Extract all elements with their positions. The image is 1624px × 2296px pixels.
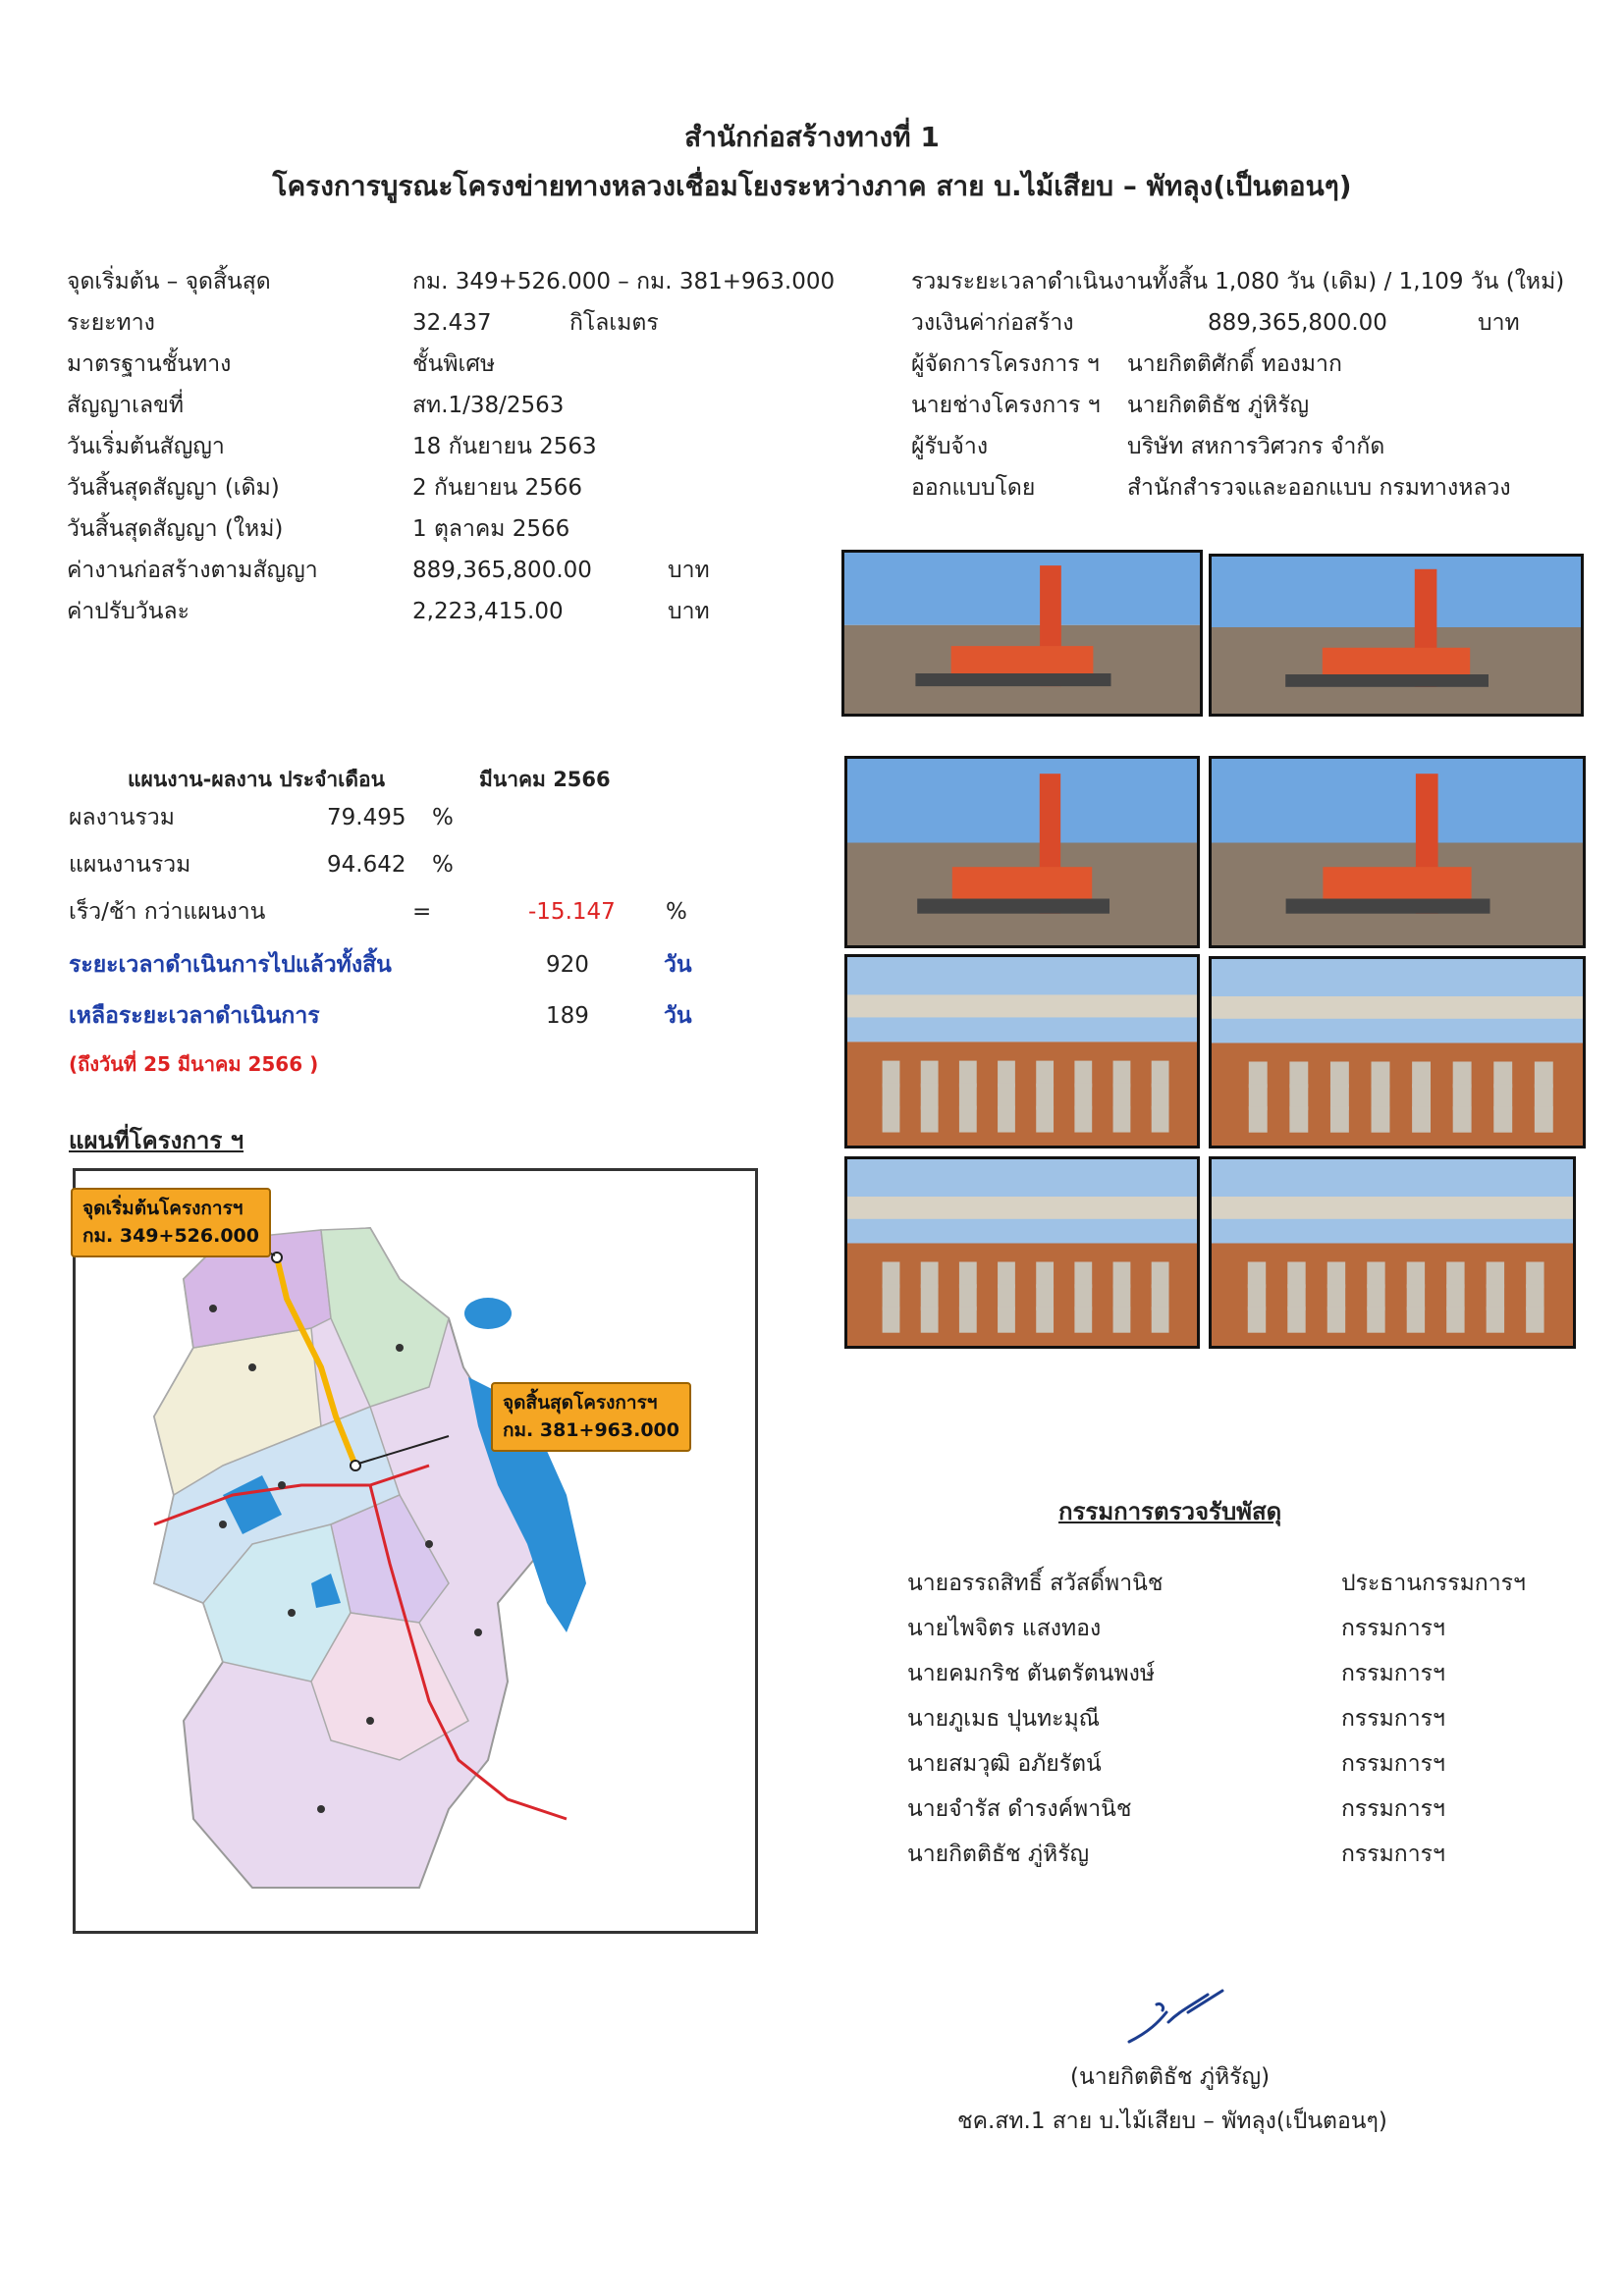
progress-heading: แผนงาน-ผลงาน ประจำเดือน	[128, 768, 385, 791]
signature-mark	[1119, 1983, 1237, 2052]
plan-unit: %	[432, 852, 454, 878]
site-photo-5	[844, 954, 1200, 1148]
start-callout-line2: กม. 349+526.000	[82, 1224, 259, 1247]
elapsed-value: 920	[546, 952, 589, 978]
right-info-label: นายช่างโครงการ ฯ	[911, 393, 1101, 418]
left-info-value: 889,365,800.00	[412, 558, 592, 583]
elapsed-label: ระยะเวลาดำเนินการไปแล้วทั้งสิ้น	[69, 952, 392, 978]
left-info-unit: บาท	[668, 599, 710, 624]
right-info-value: บริษัท สหการวิศวกร จำกัด	[1127, 434, 1385, 459]
left-info-label: วันสิ้นสุดสัญญา (ใหม่)	[67, 516, 284, 542]
plan-label: แผนงานรวม	[69, 852, 191, 878]
photo-illustration	[844, 553, 1200, 714]
committee-member-name: นายภูเมธ ปุนทะมุณี	[907, 1706, 1100, 1732]
project-title: โครงการบูรณะโครงข่ายทางหลวงเชื่อมโยงระหว่างภาค สาย บ.ไม้เสียบ – พัทลุง(เป็นตอนๆ)	[272, 170, 1352, 202]
photo-illustration	[1212, 759, 1583, 945]
left-info-label: จุดเริ่มต้น – จุดสิ้นสุด	[67, 269, 271, 294]
map-heading: แผนที่โครงการ ฯ	[69, 1127, 244, 1154]
committee-member-role: กรรมการฯ	[1341, 1616, 1445, 1641]
progress-month: มีนาคม 2566	[479, 768, 611, 791]
committee-member-name: นายสมวุฒิ อภัยรัตน์	[907, 1751, 1102, 1777]
start-callout-line1: จุดเริ่มต้นโครงการฯ	[82, 1198, 244, 1219]
signature-position: ชค.สท.1 สาย บ.ไม้เสียบ – พัทลุง(เป็นตอนๆ)	[957, 2109, 1387, 2134]
committee-heading: กรรมการตรวจรับพัสดุ	[1058, 1498, 1282, 1525]
site-photo-3	[844, 756, 1200, 948]
committee-member-name: นายไพจิตร แสงทอง	[907, 1616, 1102, 1641]
left-info-label: วันเริ่มต้นสัญญา	[67, 434, 225, 459]
project-map	[73, 1168, 758, 1934]
left-info-value: กม. 349+526.000 – กม. 381+963.000	[412, 269, 836, 294]
right-info-label: ผู้จัดการโครงการ ฯ	[911, 351, 1100, 377]
photo-illustration	[847, 1159, 1197, 1346]
signature-name: (นายกิตติธัช ภู่หิรัญ)	[1070, 2064, 1271, 2090]
start-point-callout	[71, 1188, 271, 1257]
photo-illustration	[1212, 557, 1581, 714]
left-info-label: ค่าปรับวันละ	[67, 599, 189, 624]
site-photo-4	[1209, 756, 1586, 948]
committee-member-role: กรรมการฯ	[1341, 1661, 1445, 1686]
committee-member-role: ประธานกรรมการฯ	[1341, 1571, 1526, 1596]
diff-eq: =	[412, 899, 432, 925]
photo-illustration	[1212, 1159, 1573, 1346]
right-info-value: นายกิตติศักดิ์ ทองมาก	[1127, 351, 1342, 377]
site-photo-1	[841, 550, 1203, 717]
right-info-label: รวมระยะเวลาดำเนินงานทั้งสิ้น 1,080 วัน (เดิม) / 1,109 วัน (ใหม่)	[911, 269, 1565, 294]
left-info-value: 2,223,415.00	[412, 599, 564, 624]
committee-member-name: นายคมกริช ตันตรัตนพงษ์	[907, 1661, 1156, 1686]
committee-member-role: กรรมการฯ	[1341, 1751, 1445, 1777]
right-info-label: ผู้รับจ้าง	[911, 434, 989, 459]
actual-label: ผลงานรวม	[69, 805, 175, 830]
remain-value: 189	[546, 1003, 589, 1029]
end-callout-line2: กม. 381+963.000	[503, 1418, 679, 1441]
site-photo-7	[844, 1156, 1200, 1349]
left-info-value: 2 กันยายน 2566	[412, 475, 583, 501]
right-info-label: ออกแบบโดย	[911, 475, 1036, 501]
as-of-date: (ถึงวันที่ 25 มีนาคม 2566 )	[69, 1052, 319, 1076]
diff-unit: %	[666, 899, 687, 925]
photo-illustration	[847, 957, 1197, 1146]
site-photo-8	[1209, 1156, 1576, 1349]
left-info-value: สท.1/38/2563	[412, 393, 565, 418]
left-info-label: ระยะทาง	[67, 310, 155, 336]
left-info-value: ชั้นพิเศษ	[412, 351, 496, 377]
remain-unit: วัน	[664, 1003, 692, 1029]
left-info-label: สัญญาเลขที่	[67, 393, 184, 418]
end-point-callout	[491, 1382, 691, 1452]
committee-member-name: นายกิตติธัช ภู่หิรัญ	[907, 1842, 1090, 1867]
committee-member-role: กรรมการฯ	[1341, 1796, 1445, 1822]
office-title: สำนักก่อสร้างทางที่ 1	[684, 121, 940, 153]
actual-unit: %	[432, 805, 454, 830]
plan-value: 94.642	[327, 852, 406, 878]
photo-illustration	[847, 759, 1197, 945]
diff-label: เร็ว/ช้า กว่าแผนงาน	[69, 899, 266, 925]
left-info-unit: กิโลเมตร	[569, 310, 659, 336]
site-photo-2	[1209, 554, 1584, 717]
elapsed-unit: วัน	[664, 952, 692, 978]
end-callout-line1: จุดสิ้นสุดโครงการฯ	[503, 1392, 658, 1414]
committee-member-role: กรรมการฯ	[1341, 1842, 1445, 1867]
right-info-label: วงเงินค่าก่อสร้าง	[911, 310, 1074, 336]
committee-member-name: นายจำรัส ดำรงค์พานิช	[907, 1796, 1132, 1822]
right-info-value: นายกิตติธัช ภู่หิรัญ	[1127, 393, 1310, 418]
left-info-unit: บาท	[668, 558, 710, 583]
site-photo-6	[1209, 956, 1586, 1148]
left-info-value: 32.437	[412, 310, 492, 336]
right-info-unit: บาท	[1478, 310, 1520, 336]
left-info-value: 18 กันยายน 2563	[412, 434, 597, 459]
committee-member-name: นายอรรถสิทธิ์ สวัสดิ์พานิช	[907, 1571, 1164, 1596]
actual-value: 79.495	[327, 805, 406, 830]
left-info-value: 1 ตุลาคม 2566	[412, 516, 570, 542]
photo-illustration	[1212, 959, 1583, 1146]
left-info-label: ค่างานก่อสร้างตามสัญญา	[67, 558, 318, 583]
remain-label: เหลือระยะเวลาดำเนินการ	[69, 1003, 320, 1029]
map-illustration	[76, 1171, 755, 1931]
left-info-label: มาตรฐานชั้นทาง	[67, 351, 232, 377]
left-info-label: วันสิ้นสุดสัญญา (เดิม)	[67, 475, 280, 501]
right-info-value: สำนักสำรวจและออกแบบ กรมทางหลวง	[1127, 475, 1511, 501]
committee-member-role: กรรมการฯ	[1341, 1706, 1445, 1732]
diff-value: -15.147	[528, 899, 616, 925]
right-info-value: 889,365,800.00	[1208, 310, 1387, 336]
